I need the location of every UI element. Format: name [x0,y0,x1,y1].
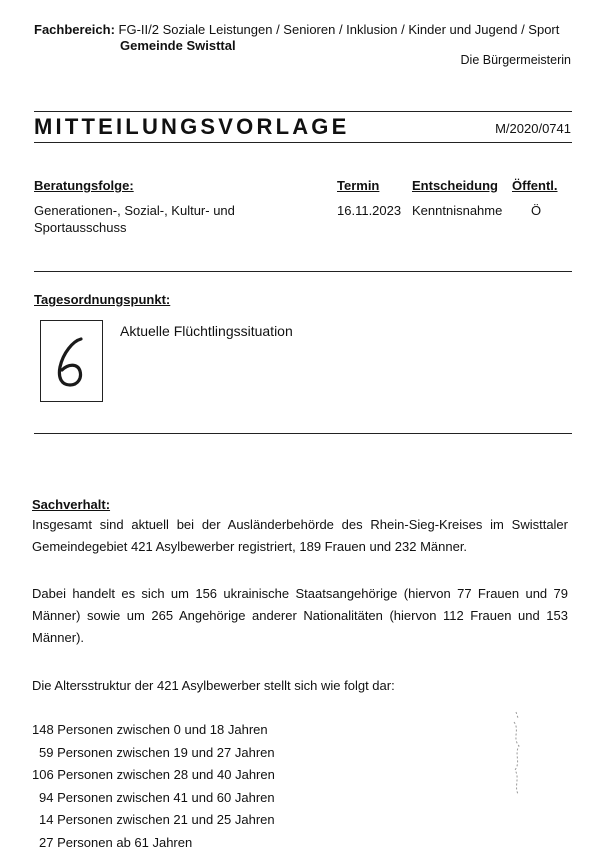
termin-header: Termin [337,178,380,193]
gremium-cell [34,202,235,236]
fachbereich-label: Fachbereich: [34,22,115,37]
document-title: MITTEILUNGSVORLAGE [34,114,350,139]
fachbereich-value: FG-II/2 Soziale Leistungen / Senioren / Inklusion / Kinder und Jugend / Sport [118,22,560,37]
list-item: 59 Personen zwischen 19 und 27 Jahren [39,744,275,760]
entscheidung-header: Entscheidung [412,178,498,193]
gremium-line2: Sportausschuss [34,220,127,235]
handwritten-number-6 [41,321,102,401]
absender: Die Bürgermeisterin [460,53,571,67]
entscheidung-cell: Kenntnisnahme [412,203,503,218]
paragraph-2: Dabei handelt es sich um 156 ukrainische Staatsangehörige (hiervon 77 Frauen und 79 Männer) sowie um 265 Angehörige anderer Nationalitäten (hiervon 112 Frauen und 153 Männer). [32,586,568,645]
divider-top [34,111,572,112]
paragraph-1: Insgesamt sind aktuell bei der Ausländerbehörde des Rhein-Sieg-Kreises im Swisttaler Gemeindegebiet 421 Asylbewerber registriert, 189 Frauen und 232 Männer. [32,517,568,554]
oeffentl-cell: Ö [531,203,542,218]
age-group-list [32,719,275,855]
document-number: M/2020/0741 [495,121,571,136]
list-item: 14 Personen zwischen 21 und 25 Jahren [39,812,275,828]
fachbereich-line [34,22,559,38]
list-item: 94 Personen zwischen 41 und 60 Jahren [39,789,275,805]
margin-scribble [502,708,532,798]
sachverhalt-label: Sachverhalt: [32,497,111,512]
divider-title [34,142,572,143]
divider-beratung [34,271,572,272]
tagesordnungspunkt-label: Tagesordnungspunkt: [34,292,171,307]
agenda-title: Aktuelle Flüchtlingssituation [120,323,293,339]
list-item: 106 Personen zwischen 28 und 40 Jahren [32,767,275,783]
oeffentl-header: Öffentl. [512,178,558,193]
beratungsfolge-header: Beratungsfolge: [34,178,134,193]
list-item: 27 Personen ab 61 Jahren [39,834,193,850]
gemeinde-name: Gemeinde Swisttal [120,38,236,53]
paragraph-3: Die Altersstruktur der 421 Asylbewerber stellt sich wie folgt dar: [32,678,395,693]
divider-tagesordnung [34,433,572,434]
termin-cell: 16.11.2023 [337,203,402,218]
gremium-line1: Generationen-, Sozial-, Kultur- und [34,203,235,218]
agenda-number-box [40,320,103,402]
list-item: 148 Personen zwischen 0 und 18 Jahren [32,722,268,737]
